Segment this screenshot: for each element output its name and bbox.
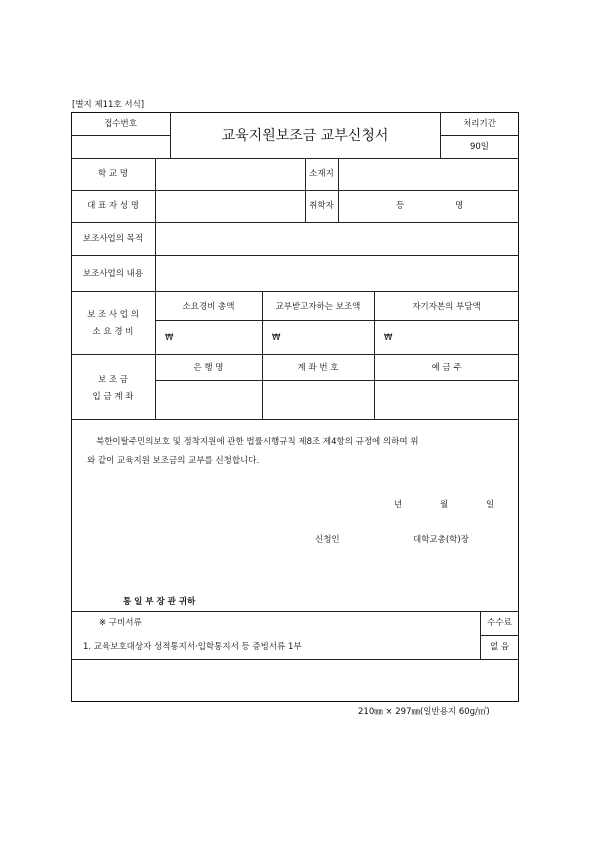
cost-header-subsidy: 교부받고자하는 보조액 (275, 302, 361, 312)
bank-header-holder: 예 금 주 (431, 363, 462, 373)
currency-subsidy: ₩ (272, 333, 281, 343)
divider (71, 659, 519, 660)
divider (71, 611, 519, 612)
project-purpose-label: 보조사업의 목적 (82, 234, 144, 244)
bank-header-bank: 은 행 명 (193, 363, 224, 373)
divider (155, 320, 519, 321)
grade-label: 등 (396, 201, 405, 211)
divider (480, 635, 519, 636)
applicant-label: 신청인 (315, 535, 340, 545)
processing-period-label: 처리기간 (463, 119, 496, 129)
divider (155, 158, 156, 255)
divider (440, 135, 519, 136)
applicant-role: 대학교총(학)장 (413, 535, 469, 545)
cost-label-line1: 보 조 사 업 의 (87, 310, 139, 320)
divider (71, 291, 519, 292)
date-day: 일 (486, 500, 495, 510)
name-label: 명 (455, 201, 464, 211)
location-label: 소재지 (309, 169, 334, 179)
divider (155, 380, 519, 381)
fee-value: 없 음 (489, 642, 510, 652)
representative-label: 대 표 자 성 명 (87, 201, 139, 211)
student-label: 취학자 (309, 201, 334, 211)
statement-line1: 북한이탈주민의보호 및 정착지원에 관한 법률시행규칙 제8조 제4항의 규정에 의하여 위 (96, 437, 419, 447)
divider (71, 158, 519, 159)
divider (71, 255, 519, 256)
statement-line2: 와 같이 교육지원 보조금의 교부를 신청합니다. (87, 456, 260, 466)
divider (71, 222, 519, 223)
cost-header-total: 소요경비 총액 (182, 302, 235, 312)
recipient: 통 일 부 장 관 귀하 (123, 597, 196, 607)
bank-header-account: 계 좌 번 호 (297, 363, 339, 373)
form-title: 교육지원보조금 교부신청서 (221, 128, 389, 144)
school-name-label: 학 교 명 (97, 169, 129, 179)
receipt-number-label: 접수번호 (104, 119, 137, 129)
cost-header-self: 자기자본의 부담액 (412, 302, 481, 312)
divider (71, 190, 519, 191)
divider (71, 135, 170, 136)
date-month: 월 (440, 500, 449, 510)
paper-size-note: 210㎜ × 297㎜(일반용지 60g/㎡) (358, 707, 490, 717)
divider (71, 354, 519, 355)
fee-label: 수수료 (487, 618, 512, 628)
bank-label-line2: 입 금 계 좌 (92, 392, 134, 402)
date-year: 년 (394, 500, 403, 510)
currency-self: ₩ (384, 333, 393, 343)
attachment-item-1: 1. 교육보호대상자 성적통지서·입학통지서 등 증빙서류 1부 (83, 642, 302, 652)
divider (155, 255, 156, 291)
form-number-label: [별지 제11호 서식] (72, 100, 145, 110)
processing-period-value: 90일 (469, 142, 490, 152)
currency-total: ₩ (165, 333, 174, 343)
attachments-header: ※ 구비서류 (99, 618, 142, 628)
project-content-label: 보조사업의 내용 (82, 269, 144, 279)
divider (71, 419, 519, 420)
cost-label-line2: 소 요 경 비 (92, 327, 134, 337)
bank-label-line1: 보 조 금 (97, 375, 129, 385)
